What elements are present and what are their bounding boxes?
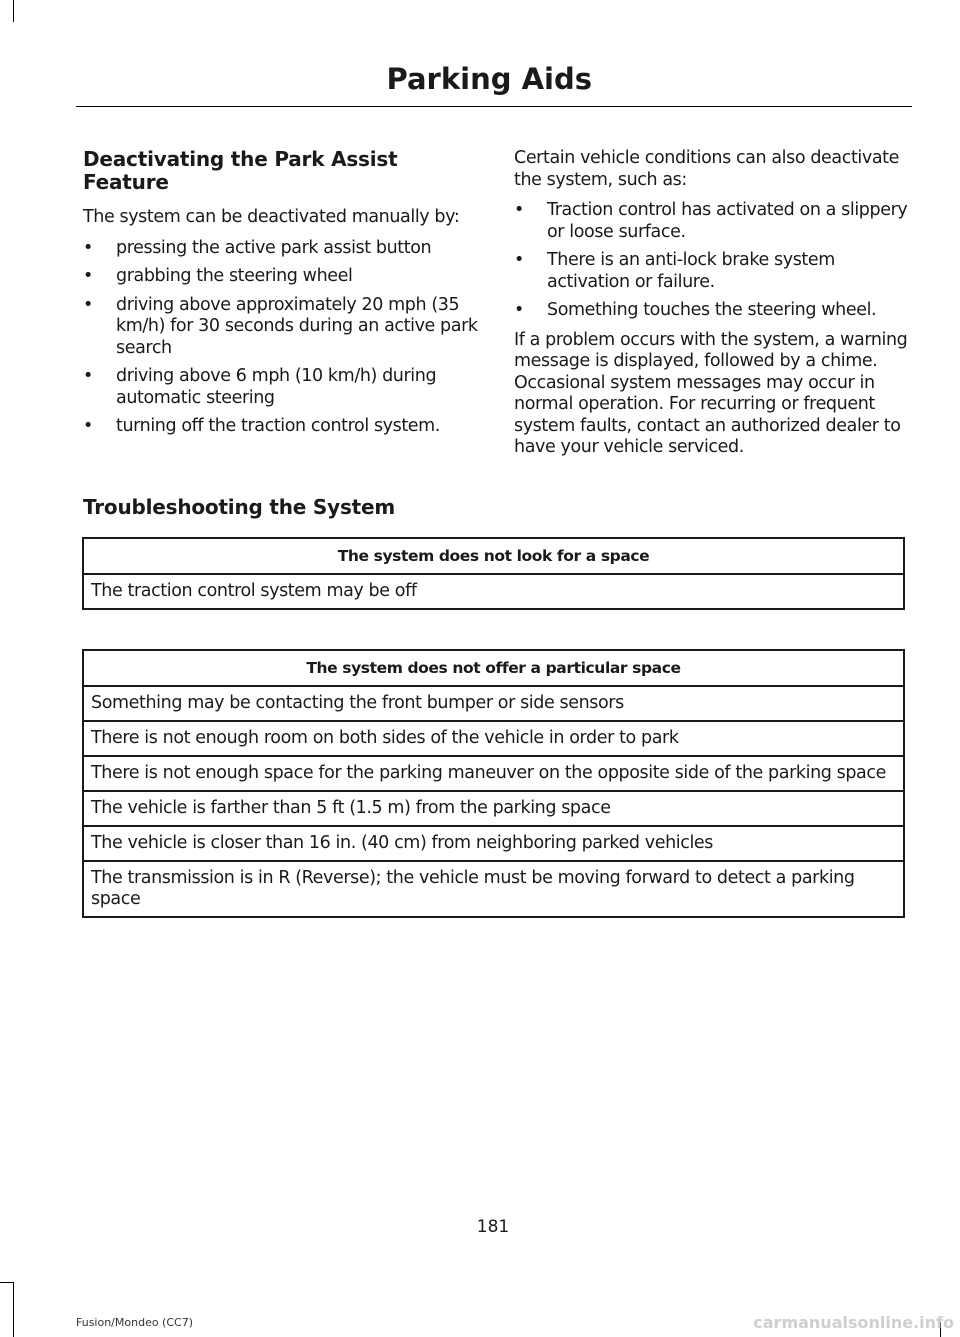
footer-model-label: Fusion/Mondeo (CC7)	[76, 1316, 194, 1329]
bullet-icon: •	[83, 237, 93, 258]
left-column	[83, 148, 483, 446]
table-row	[83, 756, 904, 791]
table-row	[83, 826, 904, 861]
bullet-icon: •	[514, 300, 524, 320]
table-row	[83, 791, 904, 826]
table-cell: The transmission is in R (Reverse); the vehicle must be moving forward to detect a parking space	[83, 861, 904, 917]
list-item-text: Traction control has activated on a slippery or loose surface.	[547, 200, 908, 242]
list-item	[514, 300, 914, 322]
bullet-icon: •	[83, 266, 93, 286]
bullet-icon: •	[514, 250, 524, 270]
vehicle-conditions-list	[514, 200, 914, 322]
list-item-text: pressing the active park assist button	[116, 237, 432, 258]
list-item-text: driving above 6 mph (10 km/h) during automatic steering	[116, 366, 437, 408]
bullet-icon: •	[83, 294, 93, 315]
crop-mark-bottom-left-horizontal	[0, 1282, 13, 1283]
troubleshooting-table-no-search	[82, 537, 905, 610]
crop-mark-bottom-left-vertical	[13, 1282, 14, 1337]
table-header: The system does not offer a particular space	[83, 650, 904, 686]
watermark-text: carmanualsonline.info	[753, 1313, 954, 1332]
table-row	[83, 861, 904, 917]
section-heading-deactivating: Deactivating the Park Assist Feature	[83, 147, 398, 194]
list-item	[514, 250, 914, 293]
vehicle-conditions-intro: Certain vehicle conditions can also deactivate the system, such as:	[514, 148, 899, 190]
table-row	[83, 574, 904, 609]
bullet-icon: •	[514, 200, 524, 220]
section-heading-troubleshooting: Troubleshooting the System	[83, 495, 396, 519]
list-item	[83, 416, 483, 438]
page-title: Parking Aids	[386, 62, 592, 96]
list-item-text: driving above approximately 20 mph (35 km/h) for 30 seconds during an active park search	[116, 294, 478, 358]
problem-paragraph: If a problem occurs with the system, a warning message is displayed, followed by a chime. Occasional system messages may occur in normal operation. For recurring or frequent system faults, contact an authorized dealer to have your vehicle serviced.	[514, 329, 908, 457]
table-row	[83, 686, 904, 721]
troubleshooting-table-no-space-offered	[82, 649, 905, 918]
table-cell: Something may be contacting the front bumper or side sensors	[83, 686, 904, 721]
list-item-text: grabbing the steering wheel	[116, 266, 353, 286]
table-header: The system does not look for a space	[83, 538, 904, 574]
list-item	[83, 238, 483, 260]
list-item-text: turning off the traction control system.	[116, 416, 440, 436]
manual-deactivation-list	[83, 238, 483, 438]
bullet-icon: •	[83, 416, 93, 436]
table-row	[83, 721, 904, 756]
table-cell: The traction control system may be off	[83, 574, 904, 609]
right-column	[514, 148, 914, 468]
list-item-text: Something touches the steering wheel.	[547, 300, 877, 320]
table-cell: There is not enough space for the parking maneuver on the opposite side of the parking space	[83, 756, 904, 791]
header-rule	[76, 106, 912, 107]
list-item	[83, 366, 483, 409]
list-item	[83, 266, 483, 288]
table-cell: The vehicle is farther than 5 ft (1.5 m) from the parking space	[83, 791, 904, 826]
bullet-icon: •	[83, 366, 93, 386]
list-item-text: There is an anti-lock brake system activation or failure.	[547, 250, 835, 292]
table-cell: The vehicle is closer than 16 in. (40 cm) from neighboring parked vehicles	[83, 826, 904, 861]
table-cell: There is not enough room on both sides of the vehicle in order to park	[83, 721, 904, 756]
crop-mark-top-left-vertical	[13, 0, 14, 22]
list-item	[514, 200, 914, 243]
deactivation-intro: The system can be deactivated manually by:	[83, 207, 460, 227]
list-item	[83, 295, 483, 360]
page-number: 181	[476, 1217, 510, 1237]
